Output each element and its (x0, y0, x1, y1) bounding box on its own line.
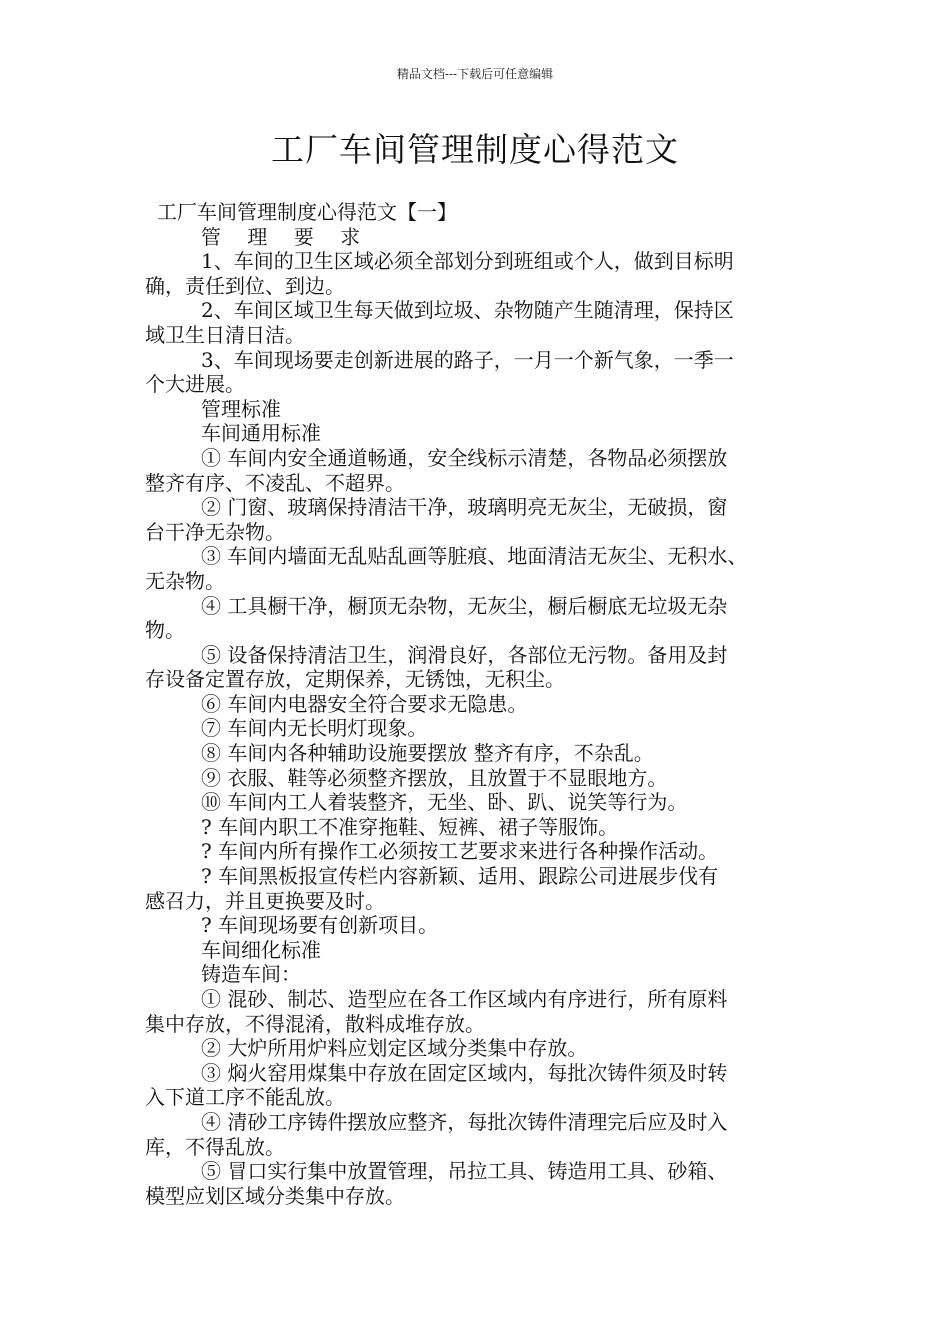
list-item-line: ? 车间黑板报宣传栏内容新颖、适用、跟踪公司进展步伐有 (201, 864, 719, 889)
list-item-line: ② 大炉所用炉料应划定区域分类集中存放。 (201, 1036, 588, 1061)
list-item-line: 模型应划区域分类集中存放。 (145, 1183, 405, 1208)
paragraph-line: 1、车间的卫生区域必须全部划分到班组或个人，做到目标明 (201, 249, 734, 274)
header-note: 精品文档---下载后可任意编辑 (396, 67, 554, 81)
list-item-line: ⑦ 车间内无长明灯现象。 (201, 716, 428, 741)
list-item-line: ? 车间内职工不准穿拖鞋、短裤、裙子等服饰。 (201, 814, 619, 839)
list-item-line: ⑩ 车间内工人着装整齐，无坐、卧、趴、说笑等行为。 (201, 790, 688, 815)
list-item-line: 物。 (145, 618, 185, 643)
list-item-line: ④ 工具橱干净，橱顶无杂物，无灰尘，橱后橱底无垃圾无杂 (201, 593, 728, 618)
list-item-line: 台干净无杂物。 (145, 519, 285, 544)
section-heading: 铸造车间： (201, 962, 301, 987)
list-item-line: ⑤ 冒口实行集中放置管理，吊拉工具、铸造用工具、砂箱、 (201, 1159, 728, 1184)
list-item-line: ④ 清砂工序铸件摆放应整齐，每批次铸件清理完后应及时入 (201, 1109, 728, 1134)
list-item-line: 无杂物。 (145, 568, 225, 593)
paragraph-line: 3、车间现场要走创新进展的路子，一月一个新气象，一季一 (201, 347, 734, 372)
list-item-line: 感召力，并且更换要及时。 (145, 888, 385, 913)
section-heading: 管理标准 (201, 396, 281, 421)
document-body (145, 200, 820, 1208)
paragraph-line: 2、车间区域卫生每天做到垃圾、杂物随产生随清理，保持区 (201, 298, 734, 323)
section-heading: 管 理 要 求 (201, 224, 371, 249)
paragraph-line: 确，责任到位、到边。 (145, 273, 345, 298)
section-heading: 车间通用标准 (201, 421, 321, 446)
list-item-line: ① 混砂、制芯、造型应在各工作区域内有序进行，所有原料 (201, 987, 728, 1011)
list-item-line: ? 车间现场要有创新项目。 (201, 913, 439, 938)
list-item-line: ① 车间内安全通道畅通，安全线标示清楚，各物品必须摆放 (201, 445, 728, 470)
list-item-line: ③ 焖火窑用煤集中存放在固定区域内，每批次铸件须及时转 (201, 1060, 728, 1085)
paragraph-line: 域卫生日清日洁。 (145, 322, 305, 347)
list-item-line: ⑤ 设备保持清洁卫生，润滑良好，各部位无污物。备用及封 (201, 642, 728, 667)
list-item-line: ② 门窗、玻璃保持清洁干净，玻璃明亮无灰尘，无破损，窗 (201, 495, 728, 520)
list-item-line: ③ 车间内墙面无乱贴乱画等脏痕、地面清洁无灰尘、无积水、 (201, 544, 748, 569)
paragraph-line: 个大进展。 (145, 372, 245, 397)
list-item-line: ⑧ 车间内各种辅助设施要摆放 整齐有序，不杂乱。 (201, 741, 654, 766)
list-item-line: 存设备定置存放，定期保养，无锈蚀，无积尘。 (145, 667, 565, 692)
list-item-line: ⑨ 衣服、鞋等必须整齐摆放，且放置于不显眼地方。 (201, 765, 668, 790)
list-item-line: 集中存放，不得混淆，散料成堆存放。 (145, 1011, 485, 1036)
list-item-line: 入下道工序不能乱放。 (145, 1085, 345, 1110)
list-item-line: ⑥ 车间内电器安全符合要求无隐患。 (201, 691, 528, 716)
list-item-line: ? 车间内所有操作工必须按工艺要求来进行各种操作活动。 (201, 839, 719, 864)
document-title: 工厂车间管理制度心得范文 (271, 130, 679, 169)
list-item-line: 库，不得乱放。 (145, 1134, 285, 1159)
section-heading: 车间细化标准 (201, 937, 321, 962)
section-heading: 工厂车间管理制度心得范文【一】 (157, 200, 457, 224)
list-item-line: 整齐有序、不凌乱、不超界。 (145, 470, 405, 495)
